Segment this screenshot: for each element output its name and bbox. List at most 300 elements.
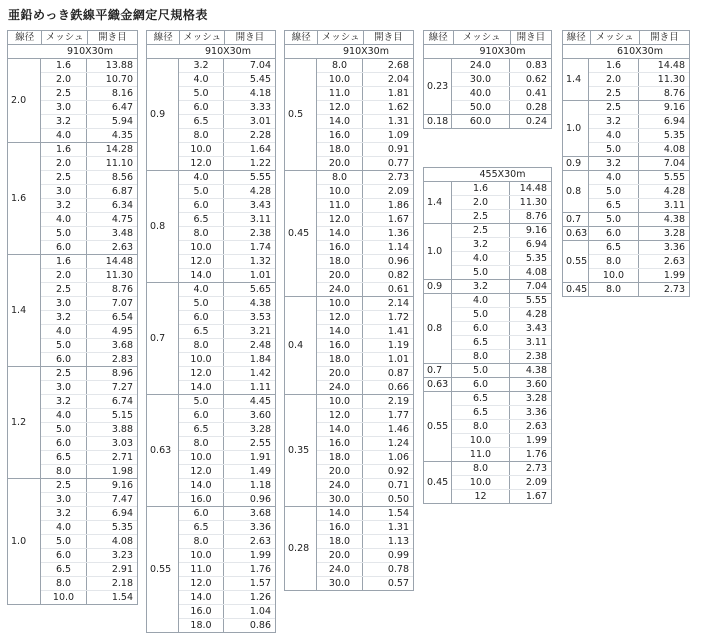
group-rows: [179, 283, 275, 394]
opening-value: 1.99: [525, 435, 547, 446]
opening-value: 1.67: [525, 491, 547, 502]
table-row: [317, 507, 413, 521]
opening-value: 1.62: [387, 102, 409, 113]
page-title: 亜鉛めっき鉄線平織金網定尺規格表: [8, 8, 208, 22]
opening-value: 1.99: [249, 550, 271, 561]
table-row: [452, 101, 551, 114]
table-row: [41, 577, 137, 591]
table-row: [41, 451, 137, 465]
table-row: [179, 507, 275, 521]
mesh-value: 6.5: [452, 336, 510, 349]
opening-value: 3.60: [249, 410, 271, 421]
opening-value: 5.55: [663, 172, 685, 183]
mesh-value: 11.0: [179, 563, 224, 576]
wire-diameter: 0.5: [285, 59, 317, 170]
mesh-value: 60.0: [452, 115, 510, 128]
table-row: [179, 395, 275, 409]
wire-diameter: 0.63: [147, 395, 179, 506]
mesh-value: 8.0: [179, 129, 224, 142]
mesh-value: 6.5: [41, 451, 87, 464]
table-row: [179, 577, 275, 591]
table-row: [179, 521, 275, 535]
opening-value: 4.28: [525, 309, 547, 320]
mesh-value: 4.0: [179, 73, 224, 86]
mesh-value: 1.6: [41, 143, 87, 156]
mesh-value: 2.5: [41, 367, 87, 380]
opening-value: 2.63: [249, 536, 271, 547]
mesh-value: 8.0: [317, 171, 363, 184]
table-row: [179, 199, 275, 213]
opening-value: 11.30: [519, 197, 547, 208]
header-wire: 線径: [285, 31, 318, 44]
opening-value: 1.19: [387, 340, 409, 351]
opening-value: 0.86: [249, 620, 271, 631]
table-row: [589, 157, 689, 170]
wire-group: [563, 213, 689, 227]
table-size: 910X30m: [8, 45, 137, 59]
table-row: [452, 182, 551, 196]
table-row: [452, 210, 551, 223]
table-row: [317, 283, 413, 296]
table-row: [41, 339, 137, 353]
table-row: [589, 185, 689, 199]
opening-value: 6.87: [111, 186, 133, 197]
table-row: [317, 325, 413, 339]
mesh-value: 10.0: [452, 476, 510, 489]
wire-diameter: 0.7: [147, 283, 179, 394]
mesh-value: 5.0: [452, 308, 510, 321]
group-rows: [589, 157, 689, 170]
mesh-value: 8.0: [179, 339, 224, 352]
mesh-value: 3.2: [589, 115, 639, 128]
mesh-value: 6.5: [452, 392, 510, 405]
mesh-value: 10.0: [317, 395, 363, 408]
mesh-value: 3.0: [41, 493, 87, 506]
opening-value: 4.38: [663, 214, 685, 225]
table-row: [179, 535, 275, 549]
group-rows: [589, 213, 689, 226]
mesh-value: 4.0: [589, 171, 639, 184]
wire-diameter: 0.7: [424, 364, 452, 377]
table-row: [179, 311, 275, 325]
table-row: [317, 423, 413, 437]
opening-value: 1.64: [249, 144, 271, 155]
table-row: [41, 73, 137, 87]
group-rows: [452, 280, 551, 293]
opening-value: 3.60: [525, 379, 547, 390]
opening-value: 3.68: [111, 340, 133, 351]
opening-value: 3.21: [249, 326, 271, 337]
opening-value: 7.27: [111, 382, 133, 393]
wire-diameter: 1.2: [8, 367, 41, 478]
opening-value: 5.35: [525, 253, 547, 264]
mesh-value: 10.0: [179, 353, 224, 366]
table-row: [41, 493, 137, 507]
table-row: [452, 252, 551, 266]
header-mesh: メッシュ: [318, 31, 363, 44]
opening-value: 8.16: [111, 88, 133, 99]
mesh-value: 2.5: [41, 283, 87, 296]
wire-diameter: 0.55: [147, 507, 179, 632]
wire-group: [563, 157, 689, 171]
table-row: [589, 115, 689, 129]
table-row: [179, 171, 275, 185]
opening-value: 5.35: [663, 130, 685, 141]
mesh-value: 8.0: [179, 535, 224, 548]
opening-value: 4.08: [663, 144, 685, 155]
mesh-value: 3.2: [41, 507, 87, 520]
wire-diameter: 1.4: [8, 255, 41, 366]
opening-value: 0.82: [387, 270, 409, 281]
table-row: [179, 549, 275, 563]
mesh-value: 16.0: [317, 339, 363, 352]
opening-value: 3.68: [249, 508, 271, 519]
spec-table: [423, 30, 552, 129]
table-row: [179, 157, 275, 170]
opening-value: 0.66: [387, 382, 409, 393]
mesh-value: 4.0: [179, 283, 224, 296]
opening-value: 1.01: [387, 354, 409, 365]
mesh-value: 30.0: [317, 493, 363, 506]
opening-value: 5.65: [249, 284, 271, 295]
mesh-value: 6.0: [179, 311, 224, 324]
wire-group: [147, 59, 275, 171]
opening-value: 1.26: [249, 592, 271, 603]
group-rows: [452, 294, 551, 363]
mesh-value: 11.0: [317, 87, 363, 100]
mesh-value: 3.2: [452, 238, 510, 251]
table-row: [41, 143, 137, 157]
mesh-value: 10.0: [179, 451, 224, 464]
opening-value: 1.76: [525, 449, 547, 460]
table-row: [317, 241, 413, 255]
table-row: [41, 311, 137, 325]
opening-value: 1.99: [663, 270, 685, 281]
wire-diameter: 0.8: [563, 171, 589, 212]
table-row: [317, 549, 413, 563]
table-row: [179, 563, 275, 577]
opening-value: 5.94: [111, 116, 133, 127]
table-row: [41, 549, 137, 563]
opening-value: 2.63: [663, 256, 685, 267]
wire-group: [424, 364, 551, 378]
wire-group: [424, 294, 551, 364]
table-row: [589, 269, 689, 282]
table-row: [179, 451, 275, 465]
table-size: 455X30m: [424, 168, 551, 182]
mesh-value: 6.5: [179, 115, 224, 128]
opening-value: 3.28: [525, 393, 547, 404]
group-rows: [179, 395, 275, 506]
wire-group: [563, 171, 689, 213]
opening-value: 6.94: [525, 239, 547, 250]
opening-value: 2.09: [525, 477, 547, 488]
table-row: [41, 115, 137, 129]
opening-value: 2.55: [249, 438, 271, 449]
mesh-value: 6.0: [452, 378, 510, 391]
opening-value: 1.54: [111, 592, 133, 603]
mesh-value: 4.0: [452, 252, 510, 265]
mesh-value: 12.0: [317, 311, 363, 324]
opening-value: 7.04: [525, 281, 547, 292]
table-row: [452, 336, 551, 350]
mesh-value: 10.0: [179, 549, 224, 562]
group-rows: [41, 255, 137, 366]
opening-value: 1.72: [387, 312, 409, 323]
mesh-value: 6.0: [41, 353, 87, 366]
mesh-value: 8.0: [179, 227, 224, 240]
table-row: [179, 325, 275, 339]
opening-value: 4.28: [663, 186, 685, 197]
mesh-value: 3.2: [452, 280, 510, 293]
opening-value: 2.73: [525, 463, 547, 474]
table-row: [317, 115, 413, 129]
opening-value: 3.88: [111, 424, 133, 435]
header-wire: 線径: [147, 31, 180, 44]
table-row: [41, 563, 137, 577]
mesh-value: 5.0: [41, 227, 87, 240]
mesh-value: 6.5: [179, 213, 224, 226]
opening-value: 4.18: [249, 88, 271, 99]
opening-value: 1.31: [387, 116, 409, 127]
mesh-value: 6.5: [179, 423, 224, 436]
wire-group: [563, 227, 689, 241]
table-row: [317, 269, 413, 283]
wire-diameter: 0.55: [424, 392, 452, 461]
opening-value: 14.48: [657, 60, 685, 71]
mesh-value: 16.0: [317, 241, 363, 254]
mesh-value: 18.0: [317, 255, 363, 268]
table-row: [41, 129, 137, 142]
spec-table: [562, 30, 690, 297]
table-row: [452, 462, 551, 476]
table-row: [452, 308, 551, 322]
opening-value: 0.57: [387, 578, 409, 589]
table-row: [452, 434, 551, 448]
table-row: [41, 353, 137, 366]
opening-value: 7.07: [111, 298, 133, 309]
opening-value: 2.28: [249, 130, 271, 141]
opening-value: 9.16: [663, 102, 685, 113]
mesh-value: 14.0: [179, 381, 224, 394]
mesh-value: 18.0: [317, 353, 363, 366]
opening-value: 0.50: [387, 494, 409, 505]
header-wire: 線径: [563, 31, 591, 44]
mesh-value: 6.5: [589, 199, 639, 212]
table-row: [589, 87, 689, 100]
table-row: [452, 266, 551, 279]
mesh-value: 10.0: [179, 241, 224, 254]
opening-value: 3.48: [111, 228, 133, 239]
wire-diameter: 0.9: [563, 157, 589, 170]
wire-group: [424, 224, 551, 280]
opening-value: 8.76: [525, 211, 547, 222]
mesh-value: 18.0: [317, 535, 363, 548]
table-row: [41, 283, 137, 297]
mesh-value: 10.0: [179, 143, 224, 156]
opening-value: 1.49: [249, 466, 271, 477]
mesh-value: 2.5: [589, 87, 639, 100]
opening-value: 1.14: [387, 242, 409, 253]
opening-value: 4.28: [249, 186, 271, 197]
mesh-value: 11.0: [452, 448, 510, 461]
table-row: [317, 563, 413, 577]
mesh-value: 2.0: [589, 73, 639, 86]
wire-group: [285, 171, 413, 297]
opening-value: 0.61: [387, 284, 409, 295]
table-row: [317, 535, 413, 549]
opening-value: 2.38: [525, 351, 547, 362]
wire-group: [8, 255, 137, 367]
opening-value: 2.73: [663, 284, 685, 295]
wire-diameter: 0.18: [424, 115, 452, 128]
mesh-value: 2.5: [41, 87, 87, 100]
opening-value: 0.71: [387, 480, 409, 491]
opening-value: 11.10: [105, 158, 133, 169]
table-row: [179, 73, 275, 87]
table-row: [452, 322, 551, 336]
mesh-value: 4.0: [179, 171, 224, 184]
group-rows: [179, 171, 275, 282]
opening-value: 3.36: [525, 407, 547, 418]
opening-value: 14.48: [519, 183, 547, 194]
mesh-value: 14.0: [317, 227, 363, 240]
mesh-value: 5.0: [589, 143, 639, 156]
mesh-value: 5.0: [452, 266, 510, 279]
wire-diameter: 0.4: [285, 297, 317, 394]
mesh-value: 24.0: [317, 563, 363, 576]
wire-group: [424, 115, 551, 128]
group-rows: [452, 182, 551, 223]
opening-value: 0.99: [387, 550, 409, 561]
mesh-value: 5.0: [589, 213, 639, 226]
opening-value: 5.45: [249, 74, 271, 85]
mesh-value: 3.2: [41, 115, 87, 128]
table-row: [317, 87, 413, 101]
table-row: [179, 129, 275, 143]
table-row: [317, 367, 413, 381]
spec-table: [284, 30, 414, 591]
opening-value: 1.31: [387, 522, 409, 533]
table-row: [179, 423, 275, 437]
opening-value: 8.76: [663, 88, 685, 99]
table-row: [589, 255, 689, 269]
mesh-value: 11.0: [317, 199, 363, 212]
opening-value: 3.36: [663, 242, 685, 253]
table-row: [452, 420, 551, 434]
mesh-value: 6.5: [179, 521, 224, 534]
mesh-value: 10.0: [317, 185, 363, 198]
opening-value: 3.28: [249, 424, 271, 435]
table-row: [317, 73, 413, 87]
mesh-value: 5.0: [179, 185, 224, 198]
wire-group: [147, 395, 275, 507]
opening-value: 2.14: [387, 298, 409, 309]
table-row: [41, 423, 137, 437]
opening-value: 3.11: [663, 200, 685, 211]
wire-diameter: 0.23: [424, 59, 452, 114]
table-row: [179, 479, 275, 493]
opening-value: 6.94: [663, 116, 685, 127]
mesh-value: 10.0: [41, 591, 87, 604]
opening-value: 4.38: [525, 365, 547, 376]
opening-value: 1.81: [387, 88, 409, 99]
table-size: 910X30m: [424, 45, 551, 59]
opening-value: 14.28: [105, 144, 133, 155]
mesh-value: 14.0: [179, 479, 224, 492]
opening-value: 2.71: [111, 452, 133, 463]
table-row: [317, 409, 413, 423]
mesh-value: 1.6: [41, 59, 87, 72]
mesh-value: 12.0: [179, 157, 224, 170]
table-row: [179, 283, 275, 297]
mesh-value: 6.0: [41, 241, 87, 254]
header-opening: 開き目: [516, 32, 546, 43]
mesh-value: 12.0: [179, 367, 224, 380]
table-row: [179, 255, 275, 269]
table-row: [41, 157, 137, 171]
table-row: [589, 227, 689, 240]
opening-value: 1.67: [387, 214, 409, 225]
wire-diameter: 0.63: [563, 227, 589, 240]
mesh-value: 40.0: [452, 87, 510, 100]
mesh-value: 5.0: [41, 339, 87, 352]
mesh-value: 24.0: [317, 381, 363, 394]
opening-value: 0.96: [249, 494, 271, 505]
mesh-value: 2.5: [41, 479, 87, 492]
table-row: [41, 381, 137, 395]
group-rows: [589, 171, 689, 212]
opening-value: 0.83: [525, 60, 547, 71]
table-row: [179, 227, 275, 241]
opening-value: 1.74: [249, 242, 271, 253]
wire-group: [285, 395, 413, 507]
table-row: [317, 311, 413, 325]
opening-value: 0.62: [525, 74, 547, 85]
table-row: [452, 294, 551, 308]
table-row: [179, 241, 275, 255]
table-row: [452, 59, 551, 73]
opening-value: 3.53: [249, 312, 271, 323]
opening-value: 4.95: [111, 326, 133, 337]
mesh-value: 8.0: [589, 283, 639, 296]
mesh-value: 6.0: [179, 101, 224, 114]
opening-value: 3.11: [249, 214, 271, 225]
table-row: [452, 87, 551, 101]
wire-diameter: 0.7: [563, 213, 589, 226]
wire-group: [563, 101, 689, 157]
opening-value: 4.38: [249, 298, 271, 309]
wire-diameter: 1.6: [8, 143, 41, 254]
header-mesh: メッシュ: [180, 31, 224, 44]
table-row: [317, 129, 413, 143]
mesh-value: 6.0: [179, 199, 224, 212]
wire-diameter: 0.8: [424, 294, 452, 363]
mesh-value: 12.0: [317, 101, 363, 114]
opening-value: 1.57: [249, 578, 271, 589]
opening-value: 11.30: [657, 74, 685, 85]
opening-value: 9.16: [525, 225, 547, 236]
mesh-value: 2.5: [452, 224, 510, 237]
opening-value: 8.76: [111, 284, 133, 295]
mesh-value: 24.0: [317, 283, 363, 296]
opening-value: 1.98: [111, 466, 133, 477]
opening-value: 4.08: [111, 536, 133, 547]
opening-value: 0.87: [387, 368, 409, 379]
table-row: [41, 59, 137, 73]
mesh-value: 16.0: [317, 129, 363, 142]
opening-value: 1.42: [249, 368, 271, 379]
